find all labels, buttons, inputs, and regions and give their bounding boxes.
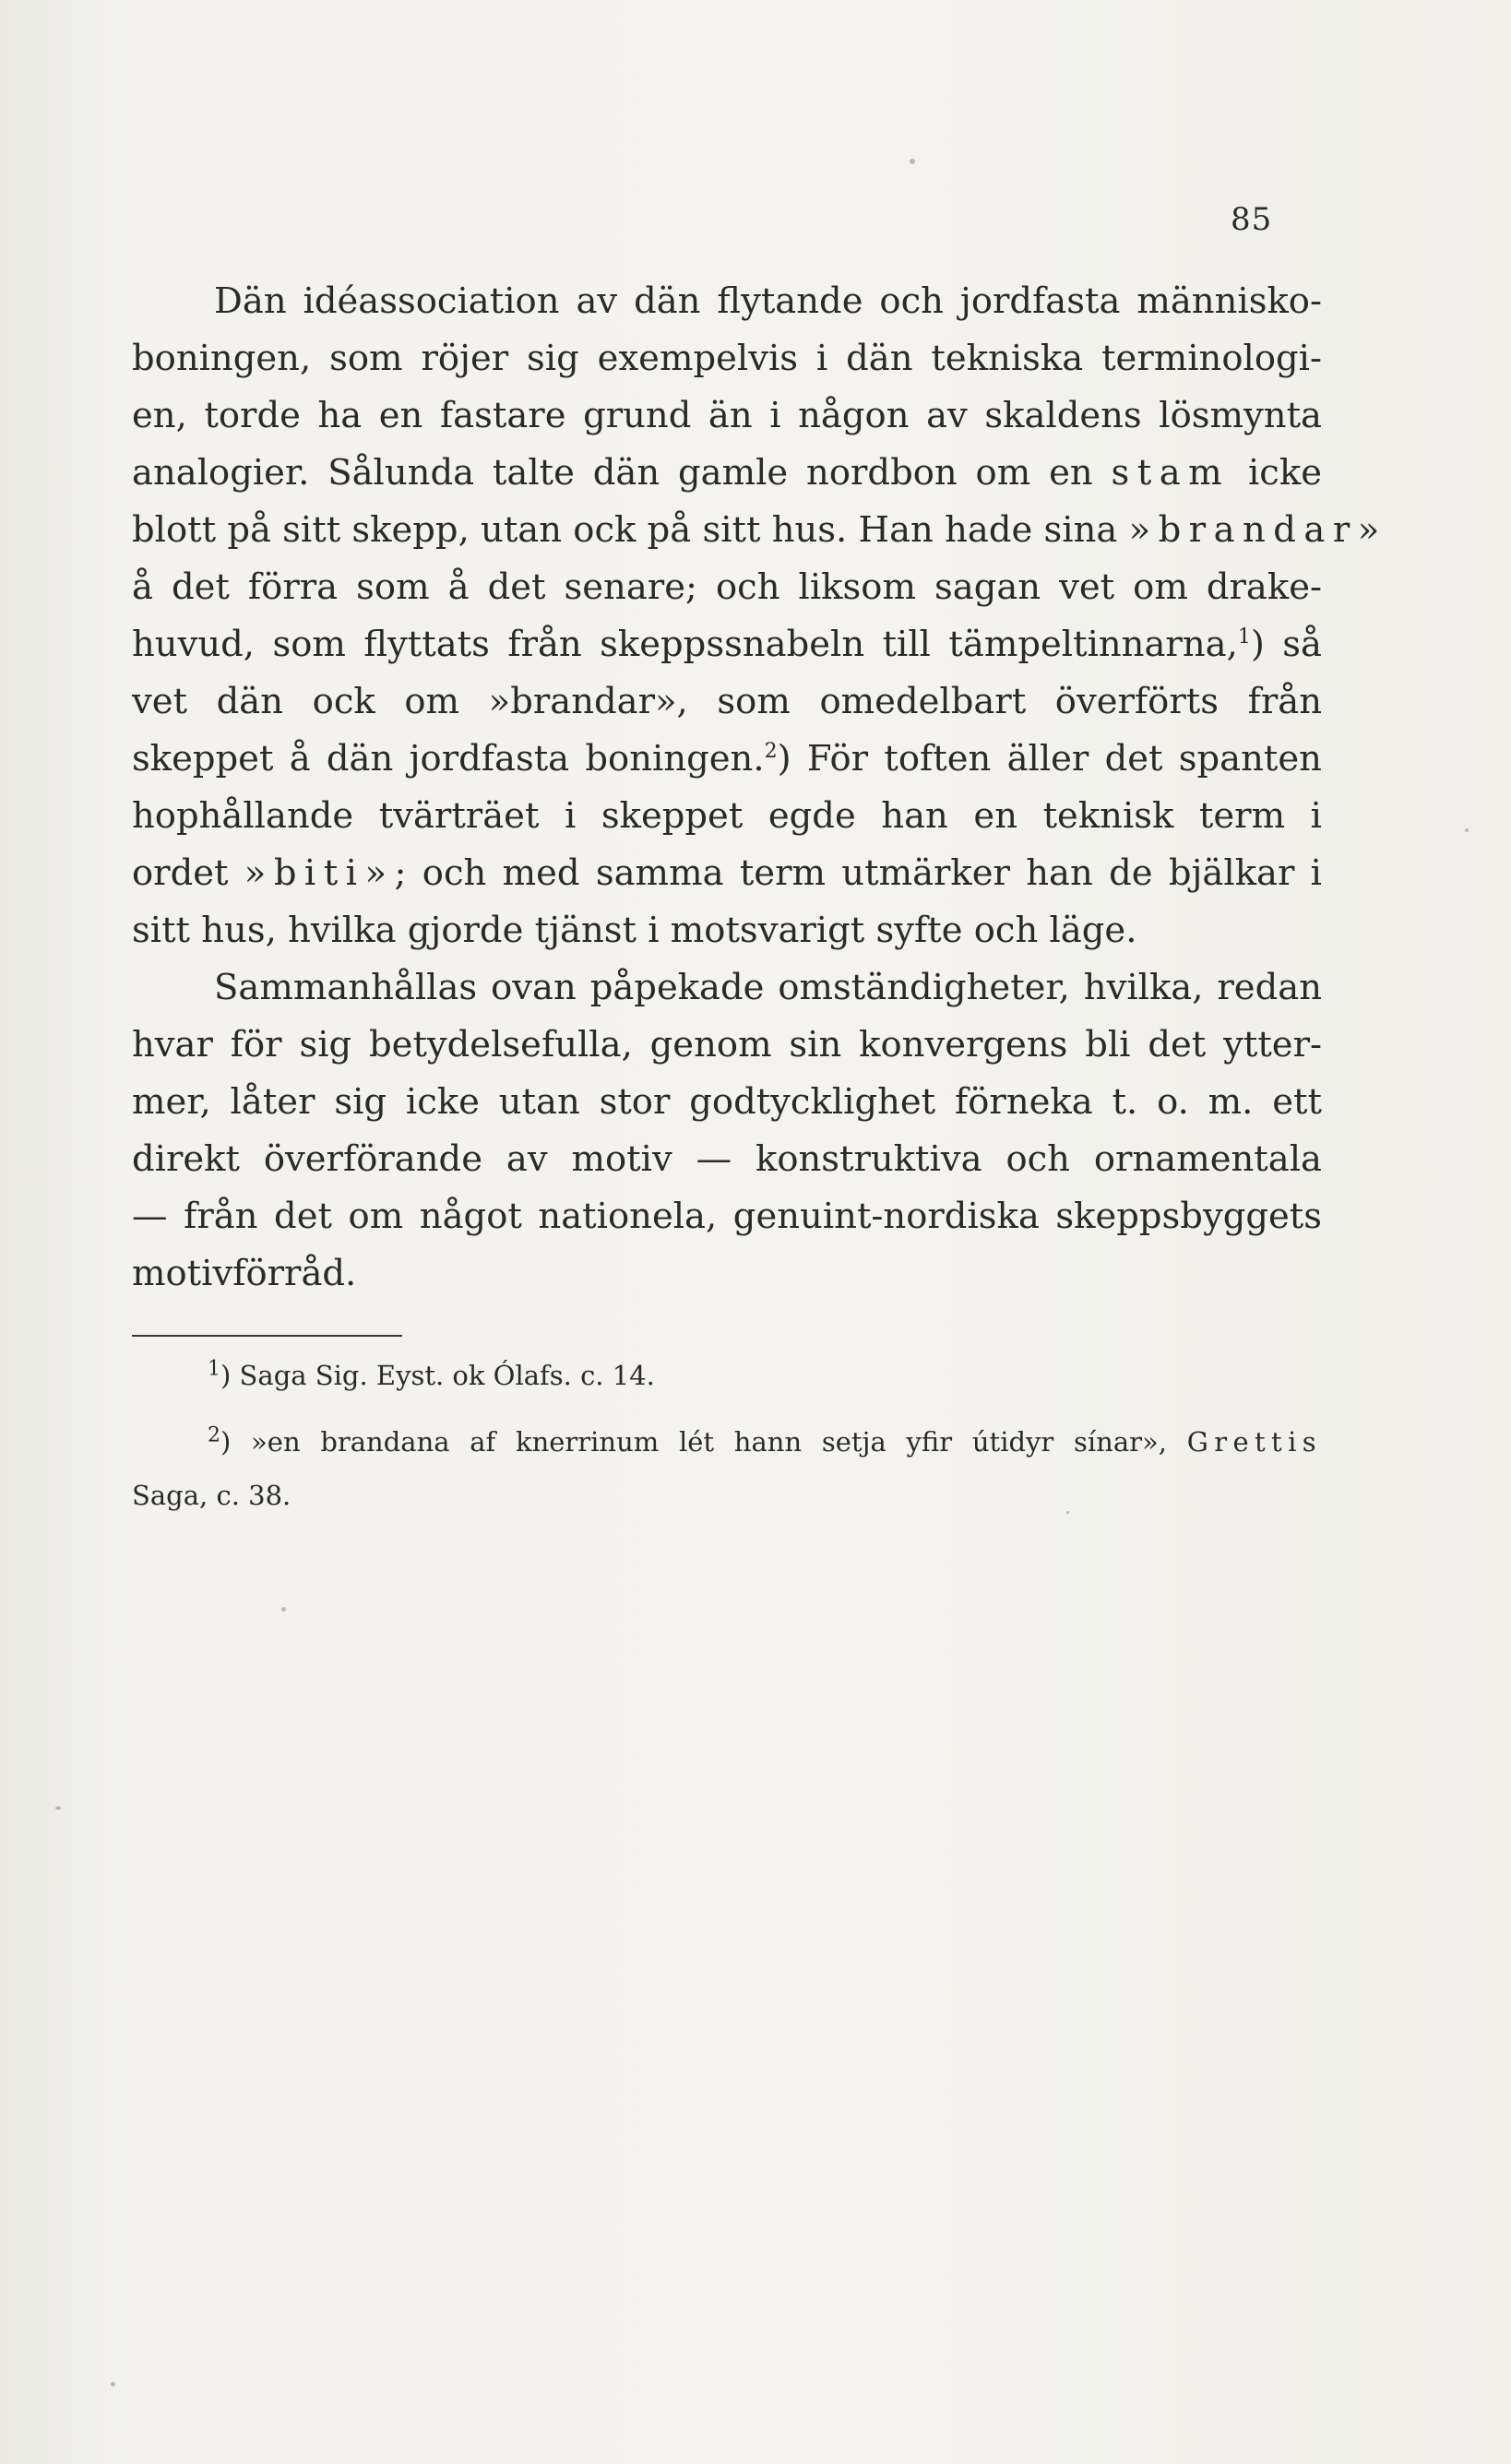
text-line: hophållande tvärträet i skeppet egde han en teknisk term i [132,795,1322,837]
paper-speck [281,1607,286,1612]
paper-speck [910,159,915,164]
text-line [132,845,1322,902]
emphasized-word: stam [1111,452,1231,494]
text-line [132,502,1387,559]
text-line: å det förra som å det senare; och liksom sagan vet om drake- [132,566,1322,608]
text-run: skeppet å dän jordfasta boningen. [132,738,765,780]
text-run: ; och med samma term utmärker han de bjälkar i [394,852,1322,894]
text-run: ordet [132,852,229,894]
main-text [132,273,1387,1303]
text-run: ) För toften äller det spanten [777,738,1322,780]
text-line: Dän idéassociation av dän flytande och jordfasta människo- [214,280,1322,322]
text-line: — från det om något nationela, genuint-nordiska skeppsbyggets [132,1196,1322,1237]
text-line: vet dän ock om »brandar», som omedelbart överförts från [132,681,1322,722]
footnotes [132,1349,1322,1522]
text-line [132,731,1322,788]
emphasized-word: »biti» [244,852,395,894]
text-run: icke [1247,452,1322,494]
text-line: en, torde ha en fastare grund än i någon av skaldens lösmynta [132,395,1322,436]
paper-speck [1465,828,1469,832]
text-line [132,616,1322,673]
text-line: direkt överförande av motiv — konstruktiva och ornamentala [132,1138,1322,1180]
text-line: sitt hus, hvilka gjorde tjänst i motsvarigt syfte och läge. [132,910,1137,951]
footnote-marker: 2 [208,1423,220,1447]
footnote-text: ) Saga Sig. Eyst. ok Ólafs. c. 14. [220,1360,655,1391]
text-line: mer, låter sig icke utan stor godtycklighet förneka t. o. m. ett [132,1081,1322,1123]
text-run: blott på sitt skepp, utan ock på sitt hus. Han hade sina [132,509,1118,551]
footnote-2 [132,1415,1322,1469]
text-run: ) så [1250,624,1322,665]
footnote-ref: 1 [1237,625,1251,649]
text-line [132,445,1322,502]
footnote-1 [132,1349,1322,1402]
paper-speck [1066,1511,1069,1514]
text-line: hvar för sig betydelsefulla, genom sin konvergens bli det ytter- [132,1024,1322,1065]
emphasized-word: Grettis [1186,1426,1323,1458]
text-line: Sammanhållas ovan påpekade omständigheter, hvilka, redan [214,967,1322,1008]
footnote-ref: 2 [764,740,778,764]
text-line: boningen, som röjer sig exempelvis i dän tekniska terminologi- [132,338,1322,379]
footnote-marker: 1 [208,1357,220,1381]
footnote-text: ) »en brandana af knerrinum lét hann setja yfir útidyr sínar», [220,1426,1167,1458]
paper-speck [111,2382,115,2387]
text-run: huvud, som flyttats från skeppssnabeln till tämpeltinnarna, [132,624,1238,665]
page-number: 85 [1231,201,1273,238]
footnote-2-continued: Saga, c. 38. [132,1480,291,1511]
footnote-divider [132,1335,402,1337]
text-run: analogier. Sålunda talte dän gamle nordbon om en [132,452,1093,494]
paper-speck [55,1806,61,1810]
emphasized-word: »brandar» [1128,509,1387,551]
text-line: motivförråd. [132,1253,357,1294]
